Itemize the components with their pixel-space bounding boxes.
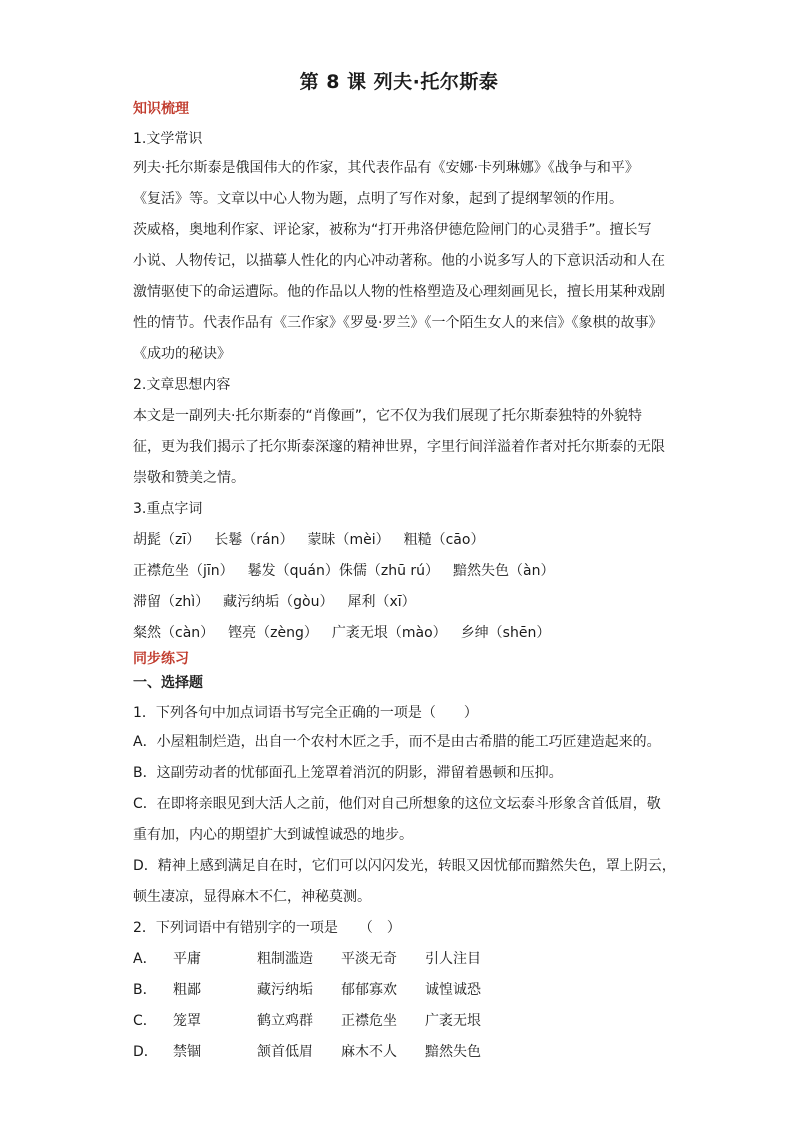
word-item: 长鬈（rán） [214,532,294,548]
option-word: 颔首低眉 [257,1044,313,1060]
option-label: A． [133,951,157,967]
option-word: 笼罩 [173,1013,201,1029]
word-row [133,618,665,649]
lit-line: 列夫·托尔斯泰是俄国伟大的作家，其代表作品有《安娜·卡列琳娜》《战争与和平》 [133,160,639,176]
word-item: 乡绅（shēn） [460,625,551,641]
option-label: C． [133,1013,157,1029]
word-item: 鬈发（quán）侏儒（zhū rú） [247,563,440,579]
zweig-line: 《成功的秘诀》 [133,346,231,362]
idea-line: 崇敬和赞美之情。 [133,470,245,486]
word-item: 胡髭（zī） [133,532,201,548]
zweig-line: 性的情节。代表作品有《三作家》《罗曼·罗兰》《一个陌生女人的来信》《象棋的故事》 [133,315,663,331]
word-item: 藏污纳垢（gòu） [223,594,334,610]
option-word: 黯然失色 [425,1044,481,1060]
word-row [133,587,665,618]
option-word: 郁郁寡欢 [341,982,397,998]
q1-option-d-cont: 顿生凄凉，显得麻木不仁，神秘莫测。 [133,889,371,905]
word-row [133,525,665,556]
question-stem: 2．下列词语中有错别字的一项是 （ ） [133,920,401,936]
option-word: 鹤立鸡群 [257,1013,313,1029]
word-item: 铿亮（zèng） [228,625,318,641]
word-row [133,556,665,587]
word-item: 滞留（zhì） [133,594,210,610]
q1-option-c-cont: 重有加，内心的期望扩大到诚惶诚恐的地步。 [133,827,413,843]
q1-option-b: B．这副劳动者的忧郁面孔上笼罩着消沉的阴影，滞留着愚顿和压抑。 [133,765,563,781]
zweig-line: 茨威格，奥地利作家、评论家，被称为“打开弗洛伊德危险闸门的心灵猎手”。擅长写 [133,222,652,238]
word-item: 广袤无垠（mào） [331,625,447,641]
option-word: 引人注目 [425,951,481,967]
section-header-practice: 同步练习 [133,651,189,667]
q2-option-a [133,944,665,975]
section-header-knowledge: 知识梳理 [133,101,189,117]
word-item: 黯然失色（àn） [453,563,555,579]
word-item: 正襟危坐（jīn） [133,563,234,579]
idea-line: 本文是一副列夫·托尔斯泰的“肖像画”，它不仅为我们展现了托尔斯泰独特的外貌特 [133,408,642,424]
option-word: 藏污纳垢 [257,982,313,998]
word-item: 蒙昧（mèi） [307,532,390,548]
option-label: D． [133,1044,158,1060]
q2-option-b [133,975,665,1006]
q2-option-d [133,1037,665,1068]
q1-option-a: A．小屋粗制烂造，出自一个农村木匠之手，而不是由古希腊的能工巧匠建造起来的。 [133,734,661,750]
q1-option-d: D．精神上感到满足自在时，它们可以闪闪发光，转眼又因忧郁而黯然失色，罩上阴云， [133,858,676,874]
option-word: 平庸 [173,951,201,967]
idea-line: 征，更为我们揭示了托尔斯泰深邃的精神世界，字里行间洋溢着作者对托尔斯泰的无限 [133,439,665,455]
question-stem: 1．下列各句中加点词语书写完全正确的一项是（ ） [133,705,478,721]
q1-option-c: C．在即将亲眼见到大活人之前，他们对自己所想象的这位文坛泰斗形象含首低眉，敬 [133,796,661,812]
option-label: B． [133,982,157,998]
word-item: 犀利（xī） [347,594,416,610]
q2-option-c [133,1006,665,1037]
option-word: 诚惶诚恐 [425,982,481,998]
option-word: 广袤无垠 [425,1013,481,1029]
option-word: 平淡无奇 [341,951,397,967]
option-word: 禁锢 [173,1044,201,1060]
page-title: 第 8 课 列夫·托尔斯泰 [299,71,499,93]
part-header: 一、选择题 [133,675,203,691]
word-item: 粗糙（cāo） [403,532,485,548]
lit-header: 1.文学常识 [133,131,203,147]
zweig-line: 激情驱使下的命运遭际。他的作品以人物的性格塑造及心理刻画见长，擅长用某种戏剧 [133,284,665,300]
word-item: 粲然（càn） [133,625,215,641]
zweig-line: 小说、人物传记，以描摹人性化的内心冲动著称。他的小说多写人的下意识活动和人在 [133,253,665,269]
words-header: 3.重点字词 [133,501,203,517]
lit-line: 《复活》等。文章以中心人物为题，点明了写作对象，起到了提纲挈领的作用。 [133,191,623,207]
option-word: 粗鄙 [173,982,201,998]
idea-header: 2.文章思想内容 [133,377,231,393]
option-word: 麻木不人 [341,1044,397,1060]
option-word: 正襟危坐 [341,1013,397,1029]
option-word: 粗制滥造 [257,951,313,967]
